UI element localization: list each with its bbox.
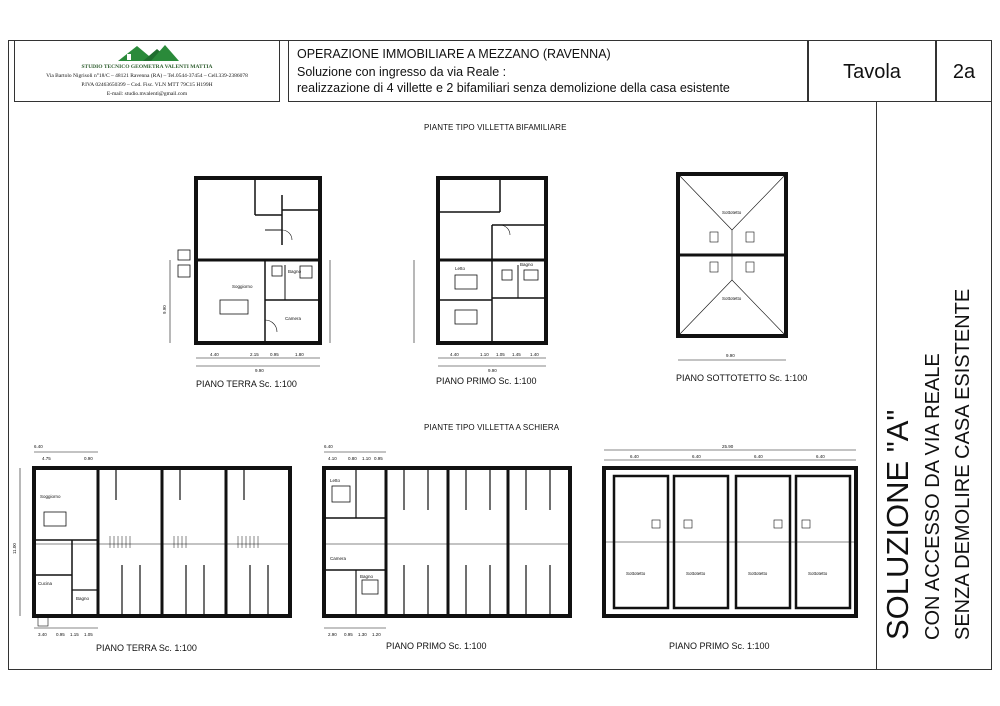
dim-b-terra-2: 0.95	[270, 352, 279, 357]
dim-b-sottotetto-total: 9.90	[726, 353, 735, 358]
floorplan-bifamiliare-sottotetto	[660, 170, 810, 375]
side-title-3: SENZA DEMOLIRE CASA ESISTENTE	[952, 288, 974, 640]
tavola-number: 2a	[952, 61, 976, 83]
room-label-bagno-schiera-primo: Bagno	[360, 574, 374, 579]
dim-b-terra-height: 9.90	[162, 305, 167, 314]
room-label-soggiorno-schiera: Soggiorno	[40, 494, 61, 499]
dim-s-roof-0: 6.40	[630, 454, 639, 459]
section-bifamiliare: PIANTE TIPO VILLETTA BIFAMILIARE	[424, 123, 567, 132]
dim-s-primo-bottom-1: 0.95	[344, 632, 353, 637]
dim-s-primo-top-0: 4.10	[328, 456, 337, 461]
section-schiera: PIANTE TIPO VILLETTA A SCHIERA	[424, 423, 560, 432]
dim-s-primo-top-2: 1.10	[362, 456, 371, 461]
dim-b-terra-total: 9.90	[255, 368, 264, 373]
studio-piva: P.IVA 02463650399 – Cod. Fisc. VLN MTT 79C15 H199H	[81, 82, 213, 88]
floorplan-schiera-primo	[310, 440, 580, 640]
room-label-sottotetto-s4: Sottotetto	[808, 571, 828, 576]
room-label-cucina: Cucina	[38, 581, 53, 586]
title-block	[288, 40, 808, 102]
room-label-soggiorno: Soggiorno	[232, 284, 253, 289]
room-label-camera-schiera: Camera	[330, 556, 347, 561]
dim-s-primo-top-3: 0.95	[374, 456, 383, 461]
dim-b-primo-0: 4.40	[450, 352, 459, 357]
room-label-sottotetto-2: Sottotetto	[722, 296, 742, 301]
tavola-label: Tavola	[843, 61, 901, 83]
dim-s-primo-top-total: 6.40	[324, 444, 333, 449]
dim-b-primo-2: 1.05	[496, 352, 505, 357]
plan-title-s-terra: PIANO TERRA Sc. 1:100	[96, 643, 197, 653]
title-line-3: realizzazione di 4 villette e 2 bifamiliari senza demolizione della casa esistente	[297, 81, 730, 95]
dim-s-terra-bottom-0: 3.40	[38, 632, 47, 637]
side-title-2: CON ACCESSO DA VIA REALE	[922, 353, 944, 640]
plan-title-b-sottotetto: PIANO SOTTOTETTO Sc. 1:100	[676, 373, 808, 383]
dim-b-primo-4: 1.40	[530, 352, 539, 357]
room-label-bagno-primo: Bagno	[520, 262, 534, 267]
side-column-divider	[876, 102, 877, 670]
tavola-number-block	[936, 40, 992, 102]
dim-s-terra-top-0: 4.75	[42, 456, 51, 461]
dim-s-roof-total: 25.90	[722, 444, 734, 449]
floorplan-schiera-copertura	[590, 440, 870, 640]
room-label-bagno: Bagno	[288, 269, 302, 274]
plan-title-s-primo: PIANO PRIMO Sc. 1:100	[386, 641, 487, 651]
room-label-letto: Letto	[455, 266, 466, 271]
dim-s-roof-2: 6.40	[754, 454, 763, 459]
dim-s-terra-height: 11.00	[12, 543, 17, 554]
dim-b-terra-1: 2.15	[250, 352, 259, 357]
plan-title-b-primo: PIANO PRIMO Sc. 1:100	[436, 376, 537, 386]
plan-title-b-terra: PIANO TERRA Sc. 1:100	[196, 379, 297, 389]
dim-s-roof-1: 6.40	[692, 454, 701, 459]
title-line-2: Soluzione con ingresso da via Reale :	[297, 65, 507, 79]
studio-email: E-mail: studio.mvalenti@gmail.com	[106, 91, 188, 97]
studio-block	[14, 40, 280, 102]
dim-s-roof-3: 6.40	[816, 454, 825, 459]
floorplan-bifamiliare-primo	[400, 170, 580, 375]
room-label-sottotetto-1: Sottotetto	[722, 210, 742, 215]
dim-b-primo-total: 9.90	[488, 368, 497, 373]
studio-logo	[113, 43, 183, 63]
floorplan-bifamiliare-terra	[160, 170, 340, 375]
dim-s-terra-bottom-1: 0.95	[56, 632, 65, 637]
room-label-sottotetto-s2: Sottotetto	[686, 571, 706, 576]
dim-s-terra-top-total: 6.40	[34, 444, 43, 449]
dim-b-terra-0: 4.40	[210, 352, 219, 357]
floorplan-schiera-terra	[12, 440, 297, 640]
dim-s-primo-top-1: 0.80	[348, 456, 357, 461]
dim-s-primo-bottom-0: 2.90	[328, 632, 337, 637]
dim-s-terra-bottom-2: 1.15	[70, 632, 79, 637]
room-label-sottotetto-s3: Sottotetto	[748, 571, 768, 576]
room-label-bagno-schiera: Bagno	[76, 596, 90, 601]
dim-b-primo-1: 1.10	[480, 352, 489, 357]
room-label-sottotetto-s1: Sottotetto	[626, 571, 646, 576]
room-label-letto-schiera: Letto	[330, 478, 341, 483]
title-line-1: OPERAZIONE IMMOBILIARE A MEZZANO (RAVENNA)	[297, 47, 611, 61]
studio-address: Via Bartolo Nigrisoli n°18/C – 48121 Ravenna (RA) – Tel.0544-37454 – Cell.339-2386078	[46, 73, 248, 79]
dim-s-primo-bottom-2: 1.30	[358, 632, 367, 637]
plan-title-s-primo2: PIANO PRIMO Sc. 1:100	[669, 641, 770, 651]
side-title-1: SOLUZIONE "A"	[880, 409, 915, 640]
dim-s-primo-bottom-3: 1.20	[372, 632, 381, 637]
dim-b-primo-3: 1.45	[512, 352, 521, 357]
dim-s-terra-top-1: 0.90	[84, 456, 93, 461]
studio-name: STUDIO TECNICO GEOMETRA VALENTI MATTIA	[81, 64, 213, 70]
dim-s-terra-bottom-3: 1.05	[84, 632, 93, 637]
tavola-label-block	[808, 40, 936, 102]
room-label-camera: Camera	[285, 316, 302, 321]
dim-b-terra-3: 1.80	[295, 352, 304, 357]
